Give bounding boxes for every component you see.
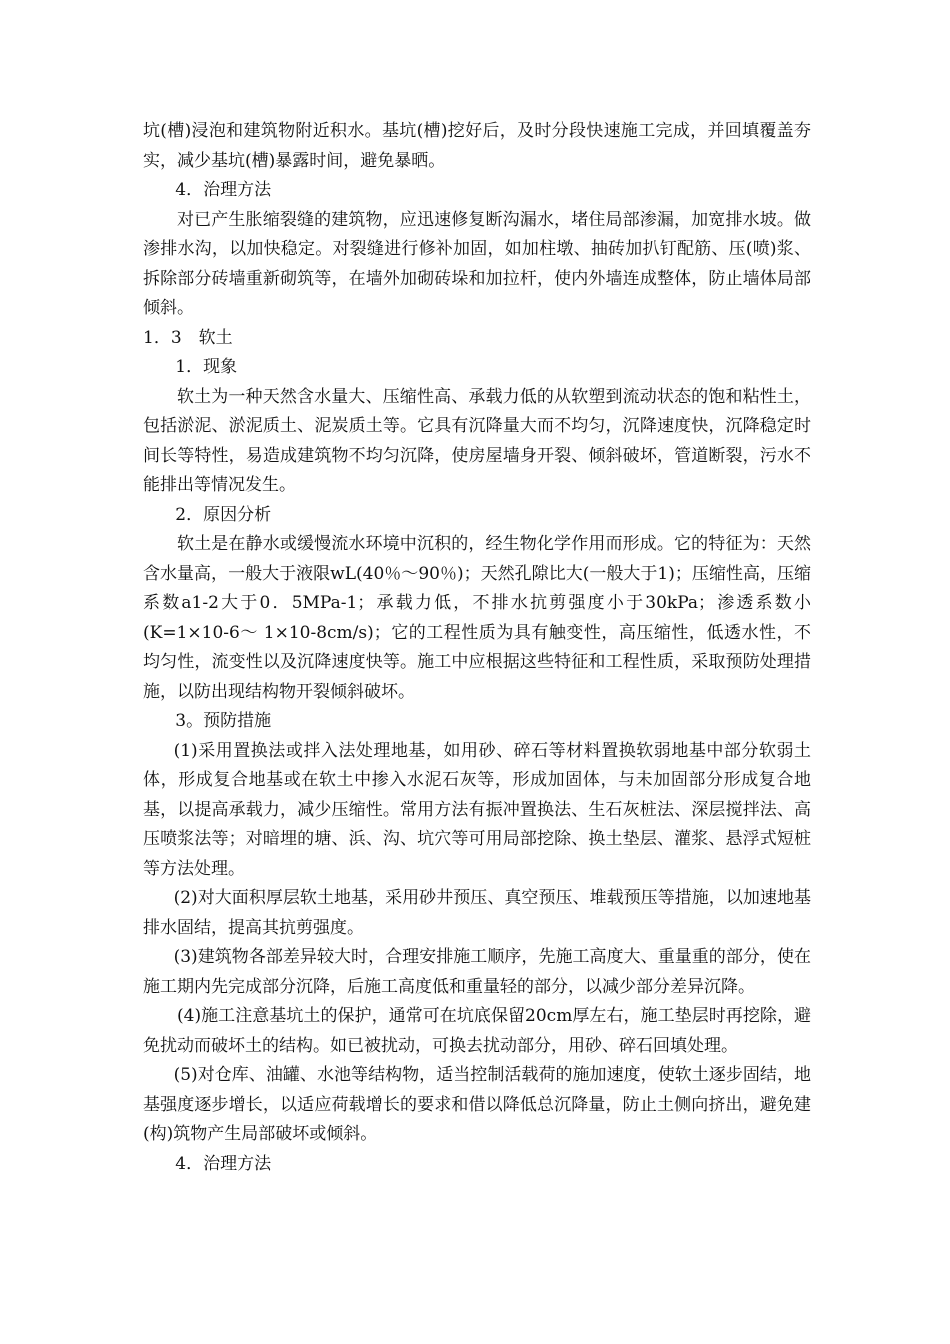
subheading-treatment: 4．治理方法 (175, 180, 272, 200)
paragraph-phenomenon: 软土为一种天然含水量大、压缩性高、承载力低的从软塑到流动状态的饱和粘性土，包括淤泥、淤泥质土、泥炭质土等。它具有沉降量大而不均匀，沉降速度快，沉降稳定时间长等特性，易造成建筑物不均匀沉降，使房屋墙身开裂、倾斜破坏，管道断裂，污水不能排出等情况发生。 (143, 386, 811, 495)
paragraph-prevention-4: (4)施工注意基坑土的保护，通常可在坑底保留20cm厚左右，施工垫层时再挖除，避免扰动而破坏土的结构。如已被扰动，可换去扰动部分，用砂、碎石回填处理。 (143, 1006, 811, 1056)
section-heading-soft-soil: 1．3 软土 (143, 327, 233, 348)
document-body (143, 117, 811, 1179)
subheading-cause-analysis: 2．原因分析 (175, 504, 272, 525)
paragraph-prevention-3: (3)建筑物各部差异较大时，合理安排施工顺序，先施工高度大、重量重的部分，使在施工期内先完成部分沉降，后施工高度低和重量轻的部分，以减少部分差异沉降。 (143, 947, 811, 997)
paragraph-treatment: 对已产生胀缩裂缝的建筑物，应迅速修复断沟漏水，堵住局部渗漏，加宽排水坡。做渗排水沟，以加快稳定。对裂缝进行修补加固，如加柱墩、抽砖加扒钉配筋、压(喷)浆、拆除部分砖墙重新砌筑等，在墙外加砌砖垛和加拉杆，使内外墙连成整体，防止墙体局部倾斜。 (143, 209, 811, 318)
paragraph-continued: 坑(槽)浸泡和建筑物附近积水。基坑(槽)挖好后，及时分段快速施工完成，并回填覆盖夯实，减少基坑(槽)暴露时间，避免暴晒。 (143, 121, 811, 171)
paragraph-cause-analysis: 软土是在静水或缓慢流水环境中沉积的，经生物化学作用而形成。它的特征为：天然含水量高，一般大于液限wL(40％～90％)；天然孔隙比大(一般大于1)；压缩性高，压缩系数a1-2大于0．5MPa-1；承载力低，不排水抗剪强度小于30kPa；渗透系数小(K=1×10-6～ 1×10-8cm/s)；它的工程性质为具有触变性，高压缩性，低透水性，不均匀性，流变性以及沉降速度快等。施工中应根据这些特征和工程性质，采取预防处理措施，以防出现结构物开裂倾斜破坏。 (143, 534, 811, 702)
subheading-prevention: 3。预防措施 (175, 711, 272, 731)
paragraph-prevention-2: (2)对大面积厚层软土地基，采用砂井预压、真空预压、堆载预压等措施，以加速地基排水固结，提高其抗剪强度。 (143, 888, 811, 938)
subheading-phenomenon: 1．现象 (175, 357, 238, 377)
paragraph-prevention-5: (5)对仓库、油罐、水池等结构物，适当控制活载荷的施加速度，使软土逐步固结，地基强度逐步增长，以适应荷载增长的要求和借以降低总沉降量，防止土侧向挤出，避免建(构)筑物产生局部破坏或倾斜。 (143, 1065, 811, 1144)
paragraph-prevention-1: (1)采用置换法或拌入法处理地基，如用砂、碎石等材料置换软弱地基中部分软弱土体，形成复合地基或在软土中掺入水泥石灰等，形成加固体，与未加固部分形成复合地基，以提高承载力，减少压缩性。常用方法有振冲置换法、生石灰桩法、深层搅拌法、高压喷浆法等；对暗埋的塘、浜、沟、坑穴等可用局部挖除、换土垫层、灌浆、悬浮式短桩等方法处理。 (143, 740, 811, 879)
subheading-treatment-2: 4．治理方法 (175, 1153, 272, 1174)
